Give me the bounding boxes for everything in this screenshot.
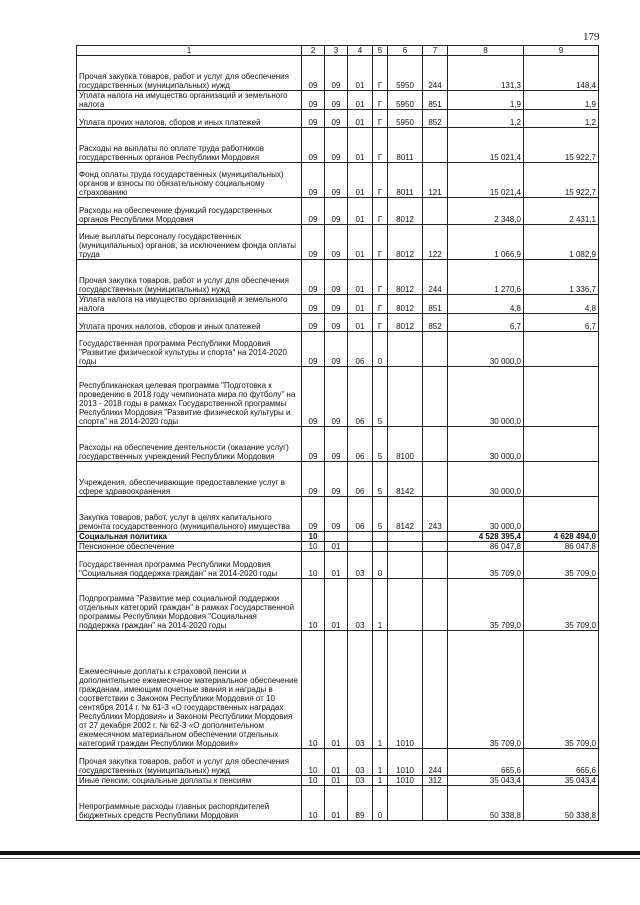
table-row	[77, 295, 599, 314]
row-code-c7	[423, 198, 448, 225]
row-label: Уплата налога на имущество организаций и земельного налога	[77, 91, 302, 110]
row-amount-v9: 148,4	[524, 56, 599, 91]
row-code-c3: 09	[325, 427, 348, 462]
row-code-c4: 01	[348, 260, 373, 295]
row-code-c5: 5	[373, 462, 388, 497]
row-code-c4: 01	[348, 225, 373, 260]
column-header: 4	[348, 46, 373, 56]
row-amount-v9: 50 338,8	[524, 786, 599, 821]
row-code-c4: 06	[348, 462, 373, 497]
row-code-c2: 10	[302, 579, 325, 631]
row-amount-v9: 35 709,0	[524, 552, 599, 579]
row-code-c2: 09	[302, 128, 325, 163]
row-code-c3: 09	[325, 225, 348, 260]
row-amount-v9: 35 709,0	[524, 631, 599, 749]
row-code-c4	[348, 542, 373, 552]
row-amount-v9: 1,2	[524, 110, 599, 128]
table-row	[77, 225, 599, 260]
table-row	[77, 427, 599, 462]
row-code-c7: 851	[423, 295, 448, 314]
row-label: Прочая закупка товаров, работ и услуг для обеспечения государственных (муниципальных) нужд	[77, 260, 302, 295]
row-code-c2: 09	[302, 225, 325, 260]
row-label: Расходы на обеспечение функций государственных органов Республики Мордовия	[77, 198, 302, 225]
row-code-c7: 121	[423, 163, 448, 198]
column-header: 9	[524, 46, 599, 56]
row-code-c7: 244	[423, 56, 448, 91]
row-code-c6: 5950	[388, 56, 423, 91]
row-label: Государственная программа Республики Мордовия "Социальная поддержка граждан" на 2014-2020 годы	[77, 552, 302, 579]
row-code-c5: 1	[373, 579, 388, 631]
row-label: Учреждения, обеспечивающие предоставление услуг в сфере здравоохранения	[77, 462, 302, 497]
table-row	[77, 749, 599, 776]
table-row	[77, 198, 599, 225]
row-code-c4: 01	[348, 110, 373, 128]
table-row	[77, 786, 599, 821]
row-code-c3: 09	[325, 260, 348, 295]
row-code-c2: 09	[302, 110, 325, 128]
row-code-c7: 852	[423, 110, 448, 128]
table-row	[77, 314, 599, 332]
row-amount-v8: 665,6	[448, 749, 524, 776]
row-label: Расходы на выплаты по оплате труда работников государственных органов Республики Мордовия	[77, 128, 302, 163]
row-amount-v9: 15 922,7	[524, 163, 599, 198]
row-code-c5: Г	[373, 295, 388, 314]
row-code-c2: 10	[302, 776, 325, 786]
row-amount-v9: 1 336,7	[524, 260, 599, 295]
row-amount-v8: 86 047,8	[448, 542, 524, 552]
row-amount-v9	[524, 497, 599, 532]
row-code-c6: 8142	[388, 462, 423, 497]
row-code-c6	[388, 552, 423, 579]
row-amount-v8: 1,2	[448, 110, 524, 128]
row-code-c6: 5950	[388, 110, 423, 128]
row-amount-v9: 4 628 494,0	[524, 532, 599, 542]
row-code-c7	[423, 532, 448, 542]
row-code-c4: 01	[348, 56, 373, 91]
row-code-c3: 09	[325, 91, 348, 110]
row-amount-v9: 4,8	[524, 295, 599, 314]
row-code-c6	[388, 542, 423, 552]
row-code-c6: 1010	[388, 749, 423, 776]
row-code-c3: 09	[325, 367, 348, 427]
row-label: Уплата налога на имущество организаций и земельного налога	[77, 295, 302, 314]
row-code-c5: Г	[373, 260, 388, 295]
row-code-c6	[388, 579, 423, 631]
row-amount-v9: 665,6	[524, 749, 599, 776]
row-code-c5: Г	[373, 110, 388, 128]
row-label: Расходы на обеспечение деятельности (оказание услуг) государственных учреждений Республики Мордовия	[77, 427, 302, 462]
row-code-c4: 06	[348, 427, 373, 462]
row-code-c3: 01	[325, 786, 348, 821]
row-code-c7	[423, 427, 448, 462]
row-code-c3: 01	[325, 552, 348, 579]
row-code-c4: 01	[348, 314, 373, 332]
row-amount-v8: 1 270,6	[448, 260, 524, 295]
row-code-c4: 03	[348, 631, 373, 749]
row-code-c4: 06	[348, 367, 373, 427]
row-amount-v8: 131,3	[448, 56, 524, 91]
row-code-c5: 5	[373, 427, 388, 462]
row-amount-v9: 35 043,4	[524, 776, 599, 786]
row-code-c7	[423, 462, 448, 497]
row-amount-v9: 2 431,1	[524, 198, 599, 225]
row-code-c7	[423, 631, 448, 749]
table-row	[77, 110, 599, 128]
table-row	[77, 91, 599, 110]
row-label: Государственная программа Республики Мордовия "Развитие физической культуры и спорта" на 2014-2020 годы	[77, 332, 302, 367]
table-row	[77, 776, 599, 786]
row-amount-v9: 86 047,8	[524, 542, 599, 552]
column-header: 1	[77, 46, 302, 56]
row-code-c6: 8011	[388, 163, 423, 198]
row-code-c5: Г	[373, 198, 388, 225]
row-code-c4: 03	[348, 749, 373, 776]
row-code-c3: 01	[325, 749, 348, 776]
row-amount-v8: 30 000,0	[448, 497, 524, 532]
row-amount-v9: 1 082,9	[524, 225, 599, 260]
table-row	[77, 367, 599, 427]
row-amount-v9	[524, 332, 599, 367]
row-code-c3: 09	[325, 497, 348, 532]
column-header: 5	[373, 46, 388, 56]
row-code-c4: 03	[348, 776, 373, 786]
row-code-c4: 01	[348, 128, 373, 163]
row-label: Республиканская целевая программа "Подготовка к проведению в 2018 году чемпионата мира по футболу" на 2013 - 2018 годы в рамках Государственной программы Республики Мордовия "Развитие физической культуры и спорта" на 2014-2020 годы	[77, 367, 302, 427]
row-code-c6	[388, 532, 423, 542]
column-header: 3	[325, 46, 348, 56]
row-code-c2: 10	[302, 532, 325, 542]
row-code-c6: 8142	[388, 497, 423, 532]
row-code-c7: 244	[423, 749, 448, 776]
row-code-c3: 09	[325, 163, 348, 198]
row-code-c2: 09	[302, 314, 325, 332]
row-code-c6: 1010	[388, 631, 423, 749]
row-code-c4: 03	[348, 552, 373, 579]
row-amount-v9	[524, 462, 599, 497]
row-code-c5: Г	[373, 314, 388, 332]
row-label: Прочая закупка товаров, работ и услуг для обеспечения государственных (муниципальных) нужд	[77, 749, 302, 776]
row-code-c6: 5950	[388, 91, 423, 110]
row-code-c6: 8012	[388, 295, 423, 314]
row-code-c2: 09	[302, 260, 325, 295]
column-header: 8	[448, 46, 524, 56]
row-amount-v8: 35 709,0	[448, 631, 524, 749]
row-amount-v8: 30 000,0	[448, 427, 524, 462]
row-amount-v9: 1,9	[524, 91, 599, 110]
row-amount-v8: 35 043,4	[448, 776, 524, 786]
row-label: Ежемесячные доплаты к страховой пенсии и дополнительное ежемесячное материальное обеспечение гражданам, имеющим почетные звания и награды в соответствии с Законом Республики Мордовия от 10 сентября 2014 г. № 61-З «О государственных наградах Республики Мордовия» и Законом Республики Мордовия от 27 декабря 2002 г. № 62-З «О дополнительном ежемесячном материальном обеспечении отдельных категорий граждан Республики Мордовия»	[77, 631, 302, 749]
row-code-c7: 852	[423, 314, 448, 332]
row-code-c5: 5	[373, 367, 388, 427]
row-amount-v8: 6,7	[448, 314, 524, 332]
row-code-c6: 8012	[388, 314, 423, 332]
table-row	[77, 332, 599, 367]
row-amount-v9: 6,7	[524, 314, 599, 332]
row-amount-v8: 35 709,0	[448, 579, 524, 631]
row-code-c6: 8100	[388, 427, 423, 462]
row-label: Непрограммные расходы главных распорядителей бюджетных средств Республики Мордовия	[77, 786, 302, 821]
row-code-c2: 09	[302, 462, 325, 497]
row-code-c3: 09	[325, 56, 348, 91]
row-code-c3: 09	[325, 198, 348, 225]
row-code-c2: 09	[302, 427, 325, 462]
row-amount-v8: 35 709,0	[448, 552, 524, 579]
row-code-c7	[423, 542, 448, 552]
row-amount-v8: 30 000,0	[448, 462, 524, 497]
row-code-c3: 09	[325, 462, 348, 497]
row-code-c6: 8011	[388, 128, 423, 163]
row-code-c7	[423, 332, 448, 367]
row-code-c5	[373, 532, 388, 542]
row-code-c2: 10	[302, 749, 325, 776]
table-row	[77, 128, 599, 163]
row-label: Иные пенсии, социальные доплаты к пенсиям	[77, 776, 302, 786]
row-label: Иные выплаты персоналу государственных (муниципальных) органов, за исключением фонда оплаты труда	[77, 225, 302, 260]
row-code-c6	[388, 367, 423, 427]
row-code-c4: 06	[348, 332, 373, 367]
row-code-c2: 10	[302, 552, 325, 579]
row-code-c3: 01	[325, 631, 348, 749]
row-code-c5: 0	[373, 786, 388, 821]
row-code-c3: 01	[325, 542, 348, 552]
row-code-c5: Г	[373, 91, 388, 110]
row-code-c3: 09	[325, 332, 348, 367]
row-amount-v9: 15 922,7	[524, 128, 599, 163]
row-code-c7: 243	[423, 497, 448, 532]
row-amount-v8: 4 528 395,4	[448, 532, 524, 542]
row-code-c4	[348, 532, 373, 542]
row-amount-v9: 35 709,0	[524, 579, 599, 631]
column-header: 7	[423, 46, 448, 56]
row-label: Закупка товаров, работ, услуг в целях капитального ремонта государственного (муниципального) имущества	[77, 497, 302, 532]
row-code-c2: 10	[302, 786, 325, 821]
row-amount-v9	[524, 367, 599, 427]
row-code-c6	[388, 786, 423, 821]
table-row	[77, 552, 599, 579]
row-amount-v8: 1 066,9	[448, 225, 524, 260]
table-row	[77, 631, 599, 749]
page-bottom-line	[0, 858, 640, 859]
budget-table	[76, 45, 599, 821]
row-code-c4: 01	[348, 163, 373, 198]
table-row	[77, 579, 599, 631]
row-code-c4: 01	[348, 295, 373, 314]
row-code-c5: 5	[373, 497, 388, 532]
row-code-c2: 10	[302, 631, 325, 749]
row-label: Уплата прочих налогов, сборов и иных платежей	[77, 110, 302, 128]
row-code-c5: 0	[373, 552, 388, 579]
row-amount-v8: 50 338,8	[448, 786, 524, 821]
row-code-c6: 1010	[388, 776, 423, 786]
table-row	[77, 532, 599, 542]
row-code-c7: 851	[423, 91, 448, 110]
row-code-c4: 01	[348, 198, 373, 225]
table-row	[77, 542, 599, 552]
row-code-c7	[423, 786, 448, 821]
row-code-c6	[388, 332, 423, 367]
row-code-c2: 10	[302, 542, 325, 552]
row-label: Фонд оплаты труда государственных (муниципальных) органов и взносы по обязательному социальному страхованию	[77, 163, 302, 198]
row-code-c3: 09	[325, 314, 348, 332]
row-code-c2: 09	[302, 91, 325, 110]
row-code-c3: 09	[325, 110, 348, 128]
table-row	[77, 497, 599, 532]
row-code-c4: 03	[348, 579, 373, 631]
row-amount-v8: 4,8	[448, 295, 524, 314]
row-code-c3: 01	[325, 579, 348, 631]
row-code-c4: 01	[348, 91, 373, 110]
row-label: Пенсионное обеспечение	[77, 542, 302, 552]
table-row	[77, 260, 599, 295]
row-code-c5: Г	[373, 225, 388, 260]
row-label: Прочая закупка товаров, работ и услуг для обеспечения государственных (муниципальных) нужд	[77, 56, 302, 91]
row-label: Подпрограмма "Развитие мер социальной поддержки отдельных категорий граждан" в рамках Государственной программы Республики Мордовия "Социальная поддержка граждан" на 2014-2020 годы	[77, 579, 302, 631]
row-amount-v8: 15 021,4	[448, 163, 524, 198]
row-code-c5: Г	[373, 163, 388, 198]
table-body	[77, 56, 599, 821]
row-code-c2: 09	[302, 295, 325, 314]
row-code-c5: Г	[373, 56, 388, 91]
row-code-c5: 1	[373, 776, 388, 786]
row-code-c7	[423, 367, 448, 427]
table-row	[77, 462, 599, 497]
row-code-c7	[423, 552, 448, 579]
column-header: 2	[302, 46, 325, 56]
row-code-c3: 01	[325, 776, 348, 786]
table-row	[77, 163, 599, 198]
table-header-row	[77, 46, 599, 56]
row-code-c6: 8012	[388, 260, 423, 295]
row-code-c7	[423, 579, 448, 631]
row-amount-v8: 30 000,0	[448, 332, 524, 367]
row-label: Социальная политика	[77, 532, 302, 542]
row-code-c3: 09	[325, 295, 348, 314]
row-code-c2: 09	[302, 198, 325, 225]
page-bottom-rule	[0, 851, 640, 855]
row-amount-v9	[524, 427, 599, 462]
row-code-c5	[373, 542, 388, 552]
row-code-c2: 09	[302, 367, 325, 427]
row-code-c2: 09	[302, 332, 325, 367]
row-code-c7	[423, 128, 448, 163]
row-amount-v8: 2 348,0	[448, 198, 524, 225]
row-code-c5: 0	[373, 332, 388, 367]
row-code-c6: 8012	[388, 198, 423, 225]
column-header: 6	[388, 46, 423, 56]
row-amount-v8: 15 021,4	[448, 128, 524, 163]
row-code-c4: 06	[348, 497, 373, 532]
page-number: 179	[583, 31, 600, 43]
row-code-c3: 09	[325, 128, 348, 163]
row-code-c7: 244	[423, 260, 448, 295]
row-code-c5: Г	[373, 128, 388, 163]
row-code-c7: 312	[423, 776, 448, 786]
row-code-c2: 09	[302, 56, 325, 91]
row-code-c3	[325, 532, 348, 542]
row-code-c4: 89	[348, 786, 373, 821]
row-code-c2: 09	[302, 497, 325, 532]
row-code-c6: 8012	[388, 225, 423, 260]
row-code-c2: 09	[302, 163, 325, 198]
row-code-c5: 1	[373, 631, 388, 749]
row-amount-v8: 1,9	[448, 91, 524, 110]
row-code-c7: 122	[423, 225, 448, 260]
row-label: Уплата прочих налогов, сборов и иных платежей	[77, 314, 302, 332]
row-code-c5: 1	[373, 749, 388, 776]
table-row	[77, 56, 599, 91]
row-amount-v8: 30 000,0	[448, 367, 524, 427]
